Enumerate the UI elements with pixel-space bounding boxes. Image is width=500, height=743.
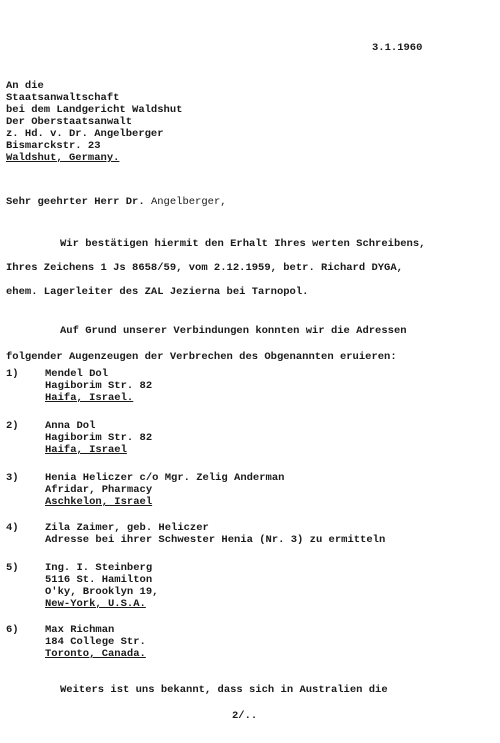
paragraph-witnesses-intro [6,318,494,370]
witness-line: Hagiborim Str. 82 [45,432,153,444]
witness-city: Haifa, Israel [45,444,127,456]
address-line: bei dem Landgericht Waldshut [6,104,183,116]
witness-details [45,624,146,660]
address-line: Bismarckstr. 23 [6,140,101,152]
address-line: Staatsanwaltschaft [6,92,120,104]
address-city: Waldshut, Germany. [6,152,120,164]
witness-details [45,562,158,610]
witness-city: Aschkelon, Israel [45,496,153,508]
closing-line: Weiters ist uns bekannt, dass sich in Australien die [60,684,388,696]
paragraph-line: folgender Augenzeugen der Verbrechen des Obgenannten eruieren: [6,351,397,363]
paragraph-line: Auf Grund unserer Verbindungen konnten wir die Adressen [60,325,407,337]
address-line: z. Hd. v. Dr. Angelberger [6,128,164,140]
recipient-address [6,80,182,164]
witness-line: O'ky, Brooklyn 19, [45,586,159,598]
witness-details [45,522,385,546]
salutation-greeting: Sehr geehrter Herr Dr. [6,196,145,208]
witness-city: Haifa, Israel. [45,392,134,404]
witness-line: 184 College Str. [45,636,146,648]
witness-line: Adresse bei ihrer Schwester Henia (Nr. 3) zu ermitteln [45,534,386,546]
witness-details [45,420,152,456]
witness-number: 1) [6,368,19,380]
witness-number: 5) [6,562,19,574]
paragraph-confirmation [6,232,494,304]
witness-line: Afridar, Pharmacy [45,484,153,496]
witness-number: 2) [6,420,19,432]
witness-line: Henia Heliczer c/o Mgr. Zelig Anderman [45,472,285,484]
witness-city: Toronto, Canada. [45,648,146,660]
witness-number: 6) [6,624,19,636]
paragraph-line: ehem. Lagerleiter des ZAL Jezierna bei Tarnopol. [6,286,309,298]
paragraph-line: Wir bestätigen hiermit den Erhalt Ihres werten Schreibens, [60,238,426,250]
witness-line: 5116 St. Hamilton [45,574,153,586]
address-line: An die [6,80,44,92]
witness-line: Mendel Dol [45,368,109,380]
address-line: Der Oberstaatsanwalt [6,116,133,128]
letter-date: 3.1.1960 [372,42,423,54]
witness-line: Zila Zaimer, geb. Heliczer [45,522,209,534]
salutation [6,196,227,208]
witness-line: Ing. I. Steinberg [45,562,153,574]
page-number: 2/.. [232,710,258,722]
witness-line: Hagiborim Str. 82 [45,380,153,392]
witness-line: Anna Dol [45,420,96,432]
witness-city: New-York, U.S.A. [45,598,146,610]
witness-number: 4) [6,522,19,534]
witness-line: Max Richman [45,624,115,636]
witness-number: 3) [6,472,19,484]
witness-details [45,368,152,404]
salutation-name: Angelberger, [150,196,227,208]
paragraph-line: Ihres Zeichens 1 Js 8658/59, vom 2.12.1959, betr. Richard DYGA, [6,262,403,274]
witness-details [45,472,284,508]
